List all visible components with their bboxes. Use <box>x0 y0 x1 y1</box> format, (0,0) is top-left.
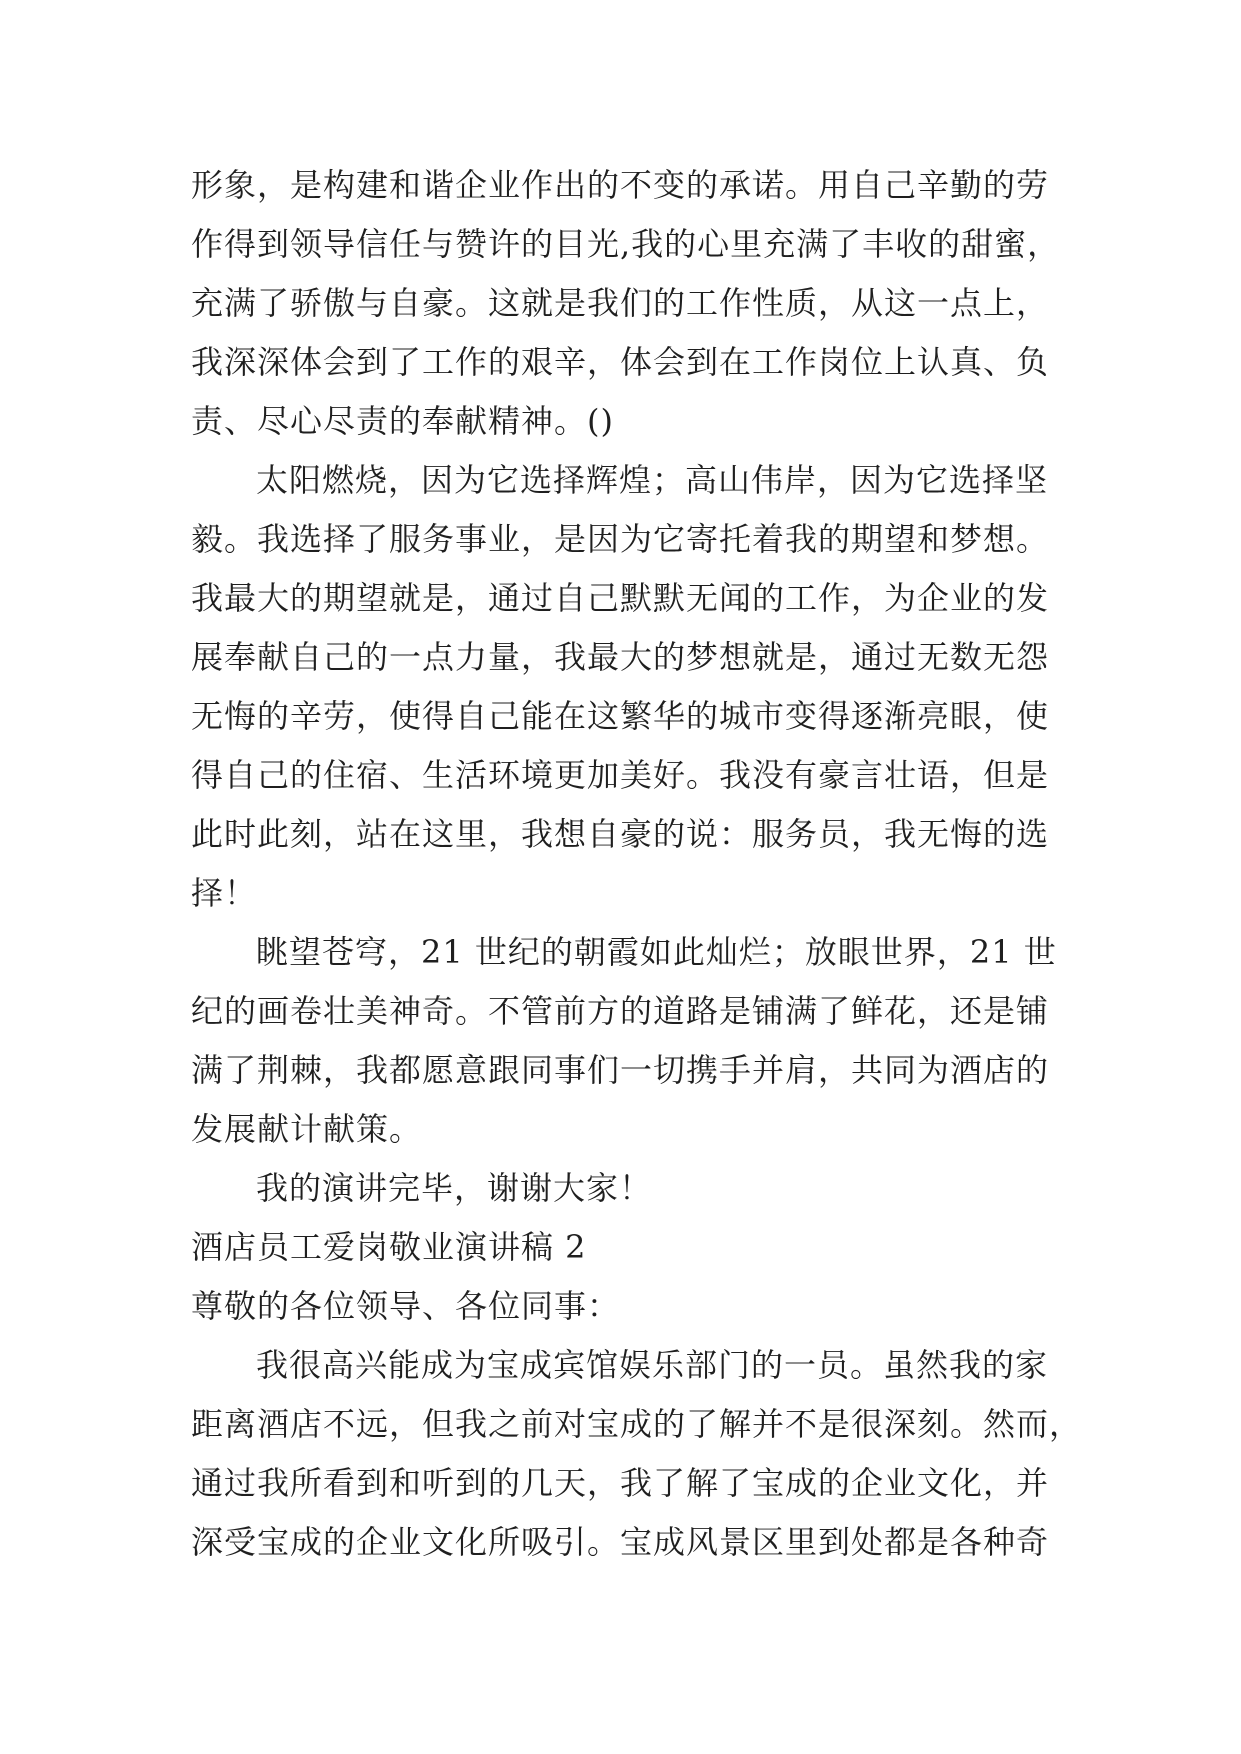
text-line: 发展献计献策。 <box>191 1110 423 1148</box>
text-line: 通过我所看到和听到的几天，我了解了宝成的企业文化，并 <box>191 1464 1050 1502</box>
text-line: 毅。我选择了服务事业，是因为它寄托着我的期望和梦想。 <box>191 520 1050 558</box>
text-line: 充满了骄傲与自豪。这就是我们的工作性质，从这一点上， <box>191 284 1050 322</box>
text-line: 距离酒店不远，但我之前对宝成的了解并不是很深刻。然而， <box>191 1405 1083 1443</box>
paragraph-first-line: 眺望苍穹，21 世纪的朝霞如此灿烂；放眼世界，21 世 <box>256 933 1057 971</box>
text-line: 无悔的辛劳，使得自己能在这繁华的城市变得逐渐亮眼，使 <box>191 697 1050 735</box>
section-title: 酒店员工爱岗敬业演讲稿 2 <box>191 1228 587 1266</box>
text-line: 我最大的期望就是，通过自己默默无闻的工作，为企业的发 <box>191 579 1050 617</box>
text-line: 满了荆棘，我都愿意跟同事们一切携手并肩，共同为酒店的 <box>191 1051 1050 1089</box>
text-line: 我深深体会到了工作的艰辛，体会到在工作岗位上认真、负 <box>191 343 1050 381</box>
paragraph-first-line: 太阳燃烧，因为它选择辉煌；高山伟岸，因为它选择坚 <box>256 461 1049 499</box>
closing-line: 我的演讲完毕，谢谢大家！ <box>256 1169 653 1207</box>
paragraph-first-line: 我很高兴能成为宝成宾馆娱乐部门的一员。虽然我的家 <box>256 1346 1049 1384</box>
text-line: 责、尽心尽责的奉献精神。() <box>191 402 614 440</box>
text-line: 展奉献自己的一点力量，我最大的梦想就是，通过无数无怨 <box>191 638 1050 676</box>
text-line: 深受宝成的企业文化所吸引。宝成风景区里到处都是各种奇 <box>191 1523 1050 1561</box>
text-line: 择！ <box>191 874 258 912</box>
text-line: 得自己的住宿、生活环境更加美好。我没有豪言壮语，但是 <box>191 756 1050 794</box>
text-line: 纪的画卷壮美神奇。不管前方的道路是铺满了鲜花，还是铺 <box>191 992 1050 1030</box>
salutation: 尊敬的各位领导、各位同事： <box>191 1287 621 1325</box>
text-line: 形象，是构建和谐企业作出的不变的承诺。用自己辛勤的劳 <box>191 166 1050 204</box>
text-line: 此时此刻，站在这里，我想自豪的说：服务员，我无悔的选 <box>191 815 1050 853</box>
text-line: 作得到领导信任与赞许的目光,我的心里充满了丰收的甜蜜， <box>191 225 1061 263</box>
